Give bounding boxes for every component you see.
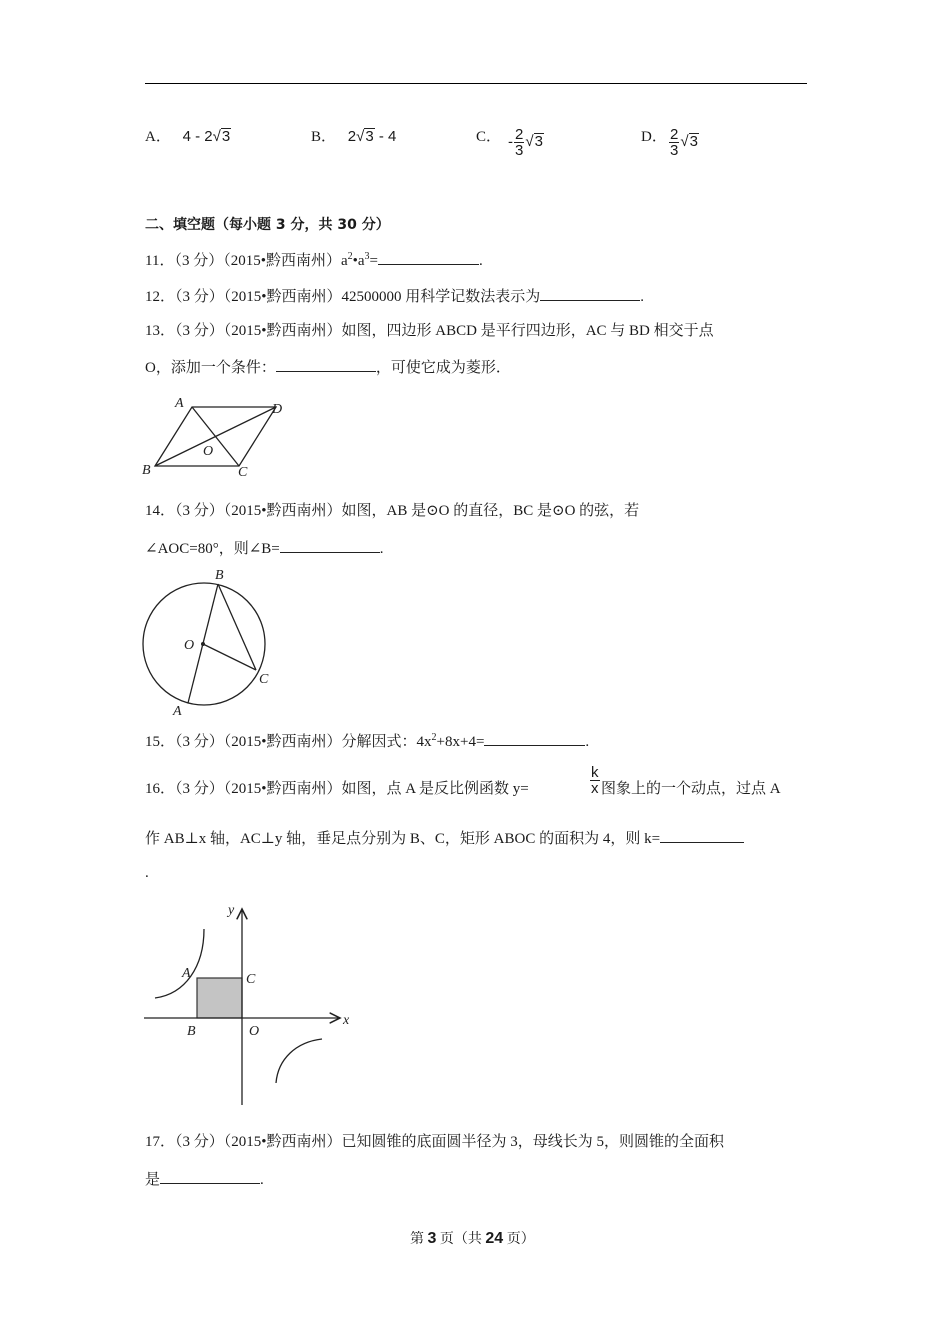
q13-line2b: ，可使它成为菱形．: [375, 360, 511, 376]
footer-prefix: 第: [410, 1232, 428, 1247]
q11-tail: =: [369, 253, 379, 269]
label-a: A: [173, 704, 182, 719]
page-number: 3: [427, 1230, 437, 1247]
q11-end: .: [479, 253, 483, 269]
option-c-fraction: [514, 127, 524, 158]
answer-blank[interactable]: [484, 731, 585, 746]
option-b-letter: B．: [311, 129, 337, 145]
q11-base: a: [340, 253, 348, 269]
q14-end: .: [379, 541, 384, 557]
radius-oc: [203, 644, 256, 670]
label-d: D: [272, 402, 283, 417]
center-point: [201, 642, 205, 646]
q11-head: 11．（3 分）（2015•黔西南州）: [145, 253, 341, 269]
question-16-line3: .: [145, 865, 149, 881]
q16-fraction: [589, 765, 601, 796]
option-d: [641, 125, 667, 146]
option-d-radicand: 3: [689, 133, 698, 151]
option-b-post: - 4: [374, 128, 397, 145]
circle-figure: [138, 563, 278, 721]
sqrt-symbol: √3: [680, 133, 698, 151]
q13-head: 13．（3 分）（2015•黔西南州）: [145, 323, 342, 339]
option-c-expression: [508, 127, 544, 158]
option-c-sign: -: [508, 133, 513, 151]
q11-exp2: 3: [364, 251, 370, 262]
question-12: [145, 285, 644, 306]
q13-line1: 如图，四边形 ABCD 是平行四边形，AC 与 BD 相交于点: [341, 323, 714, 339]
parallelogram-figure: [138, 393, 298, 483]
question-13: [145, 319, 714, 340]
q14-line1: 如图，AB 是⊙O 的直径，BC 是⊙O 的弦，若: [341, 503, 640, 519]
option-b-expression: [348, 128, 397, 145]
q16-line1b: 图象上的一个动点，过点 A: [601, 781, 781, 797]
label-o: O: [249, 1024, 260, 1039]
sqrt-symbol: √3: [212, 128, 231, 145]
option-d-denominator: 3: [670, 142, 679, 159]
question-15: [145, 730, 589, 751]
q17-end: .: [260, 1172, 264, 1188]
option-b-pre: 2: [347, 128, 357, 145]
label-b: B: [215, 568, 224, 583]
total-pages: 24: [485, 1230, 504, 1247]
q12-head: 12．（3 分）（2015•黔西南州）: [145, 289, 342, 305]
option-d-fraction: [669, 127, 679, 158]
label-x: x: [343, 1013, 350, 1028]
q16-line2: 作 AB⊥x 轴，AC⊥y 轴，垂足点分别为 B、C，矩形 ABOC 的面积为 4，则 k=: [145, 831, 661, 847]
label-b: B: [142, 463, 151, 478]
question-16-line1b: [601, 777, 781, 798]
option-b: [311, 125, 396, 146]
question-14: [145, 499, 639, 520]
label-o: O: [203, 444, 214, 459]
k-over-x-fraction: [590, 765, 600, 796]
hyperbola-branch-4: [276, 1039, 322, 1083]
q12-end: .: [640, 289, 645, 305]
q17-line1: 已知圆锥的底面圆半径为 3，母线长为 5，则圆锥的全面积: [341, 1134, 725, 1150]
page-footer: [410, 1228, 535, 1248]
q15-text-a: 分解因式：4x: [341, 734, 432, 750]
option-c: [476, 125, 501, 146]
question-17-line2: [145, 1168, 264, 1189]
label-c: C: [238, 465, 248, 480]
label-o: O: [184, 638, 195, 653]
q13-line2a: O，添加一个条件：: [145, 360, 276, 376]
q14-head: 14．（3 分）（2015•黔西南州）: [145, 503, 342, 519]
option-c-denominator: 3: [515, 142, 524, 159]
option-d-expression: [668, 127, 699, 158]
q15-head: 15．（3 分）（2015•黔西南州）: [145, 734, 342, 750]
q14-line2a: ∠AOC=80°，则∠B=: [145, 541, 280, 557]
option-a-letter: A．: [145, 129, 171, 145]
option-c-letter: C．: [476, 129, 502, 145]
q11-mid: •a: [352, 253, 365, 269]
answer-blank[interactable]: [660, 828, 744, 843]
label-b: B: [187, 1024, 196, 1039]
option-c-radicand: 3: [534, 133, 543, 151]
q15-end: .: [585, 734, 590, 750]
question-17: [145, 1130, 724, 1151]
question-16-line2: [145, 827, 744, 848]
answer-blank[interactable]: [378, 250, 479, 265]
chord-bc: [218, 584, 256, 670]
footer-middle: 页（共: [436, 1232, 486, 1247]
q16-head: 16．（3 分）（2015•黔西南州）: [145, 781, 342, 797]
coordinate-figure: [140, 897, 360, 1109]
label-c: C: [246, 972, 256, 987]
option-a-pre: 4 - 2: [182, 128, 213, 145]
answer-blank[interactable]: [540, 286, 640, 301]
q11-exp1: 2: [347, 251, 353, 262]
label-a: A: [175, 396, 184, 411]
q15-exp: 2: [431, 732, 437, 743]
option-a-radicand: 3: [221, 128, 231, 145]
question-16: [145, 777, 529, 798]
sqrt-symbol: √3: [525, 133, 543, 151]
answer-blank[interactable]: [276, 357, 376, 372]
q12-text: 42500000 用科学记数法表示为: [341, 289, 541, 305]
q17-head: 17．（3 分）（2015•黔西南州）: [145, 1134, 342, 1150]
option-a-expression: [183, 128, 232, 145]
section-title: 二、填空题（每小题 3 分，共 30 分）: [145, 217, 390, 233]
question-14-line2: [145, 537, 383, 558]
option-d-numerator: 2: [670, 126, 679, 143]
header-rule: [145, 83, 807, 84]
question-13-line2: [145, 356, 511, 377]
option-b-radicand: 3: [365, 128, 374, 145]
q17-line2: 是: [145, 1172, 161, 1188]
label-a: A: [182, 966, 191, 981]
answer-blank[interactable]: [160, 1169, 260, 1184]
footer-suffix: 页）: [503, 1232, 535, 1247]
q16-denominator: x: [591, 780, 599, 797]
q16-numerator: k: [591, 764, 599, 781]
option-a: [145, 125, 231, 146]
q16-line1a: 如图，点 A 是反比例函数 y=: [341, 781, 529, 797]
label-c: C: [259, 672, 269, 687]
rectangle-aboc: [197, 978, 242, 1018]
label-y: y: [228, 903, 235, 918]
sqrt-symbol: √3: [356, 128, 374, 145]
answer-blank[interactable]: [280, 538, 380, 553]
option-c-numerator: 2: [515, 126, 524, 143]
question-11: [145, 249, 483, 270]
option-d-letter: D．: [641, 129, 667, 145]
q15-text-b: +8x+4=: [436, 734, 485, 750]
